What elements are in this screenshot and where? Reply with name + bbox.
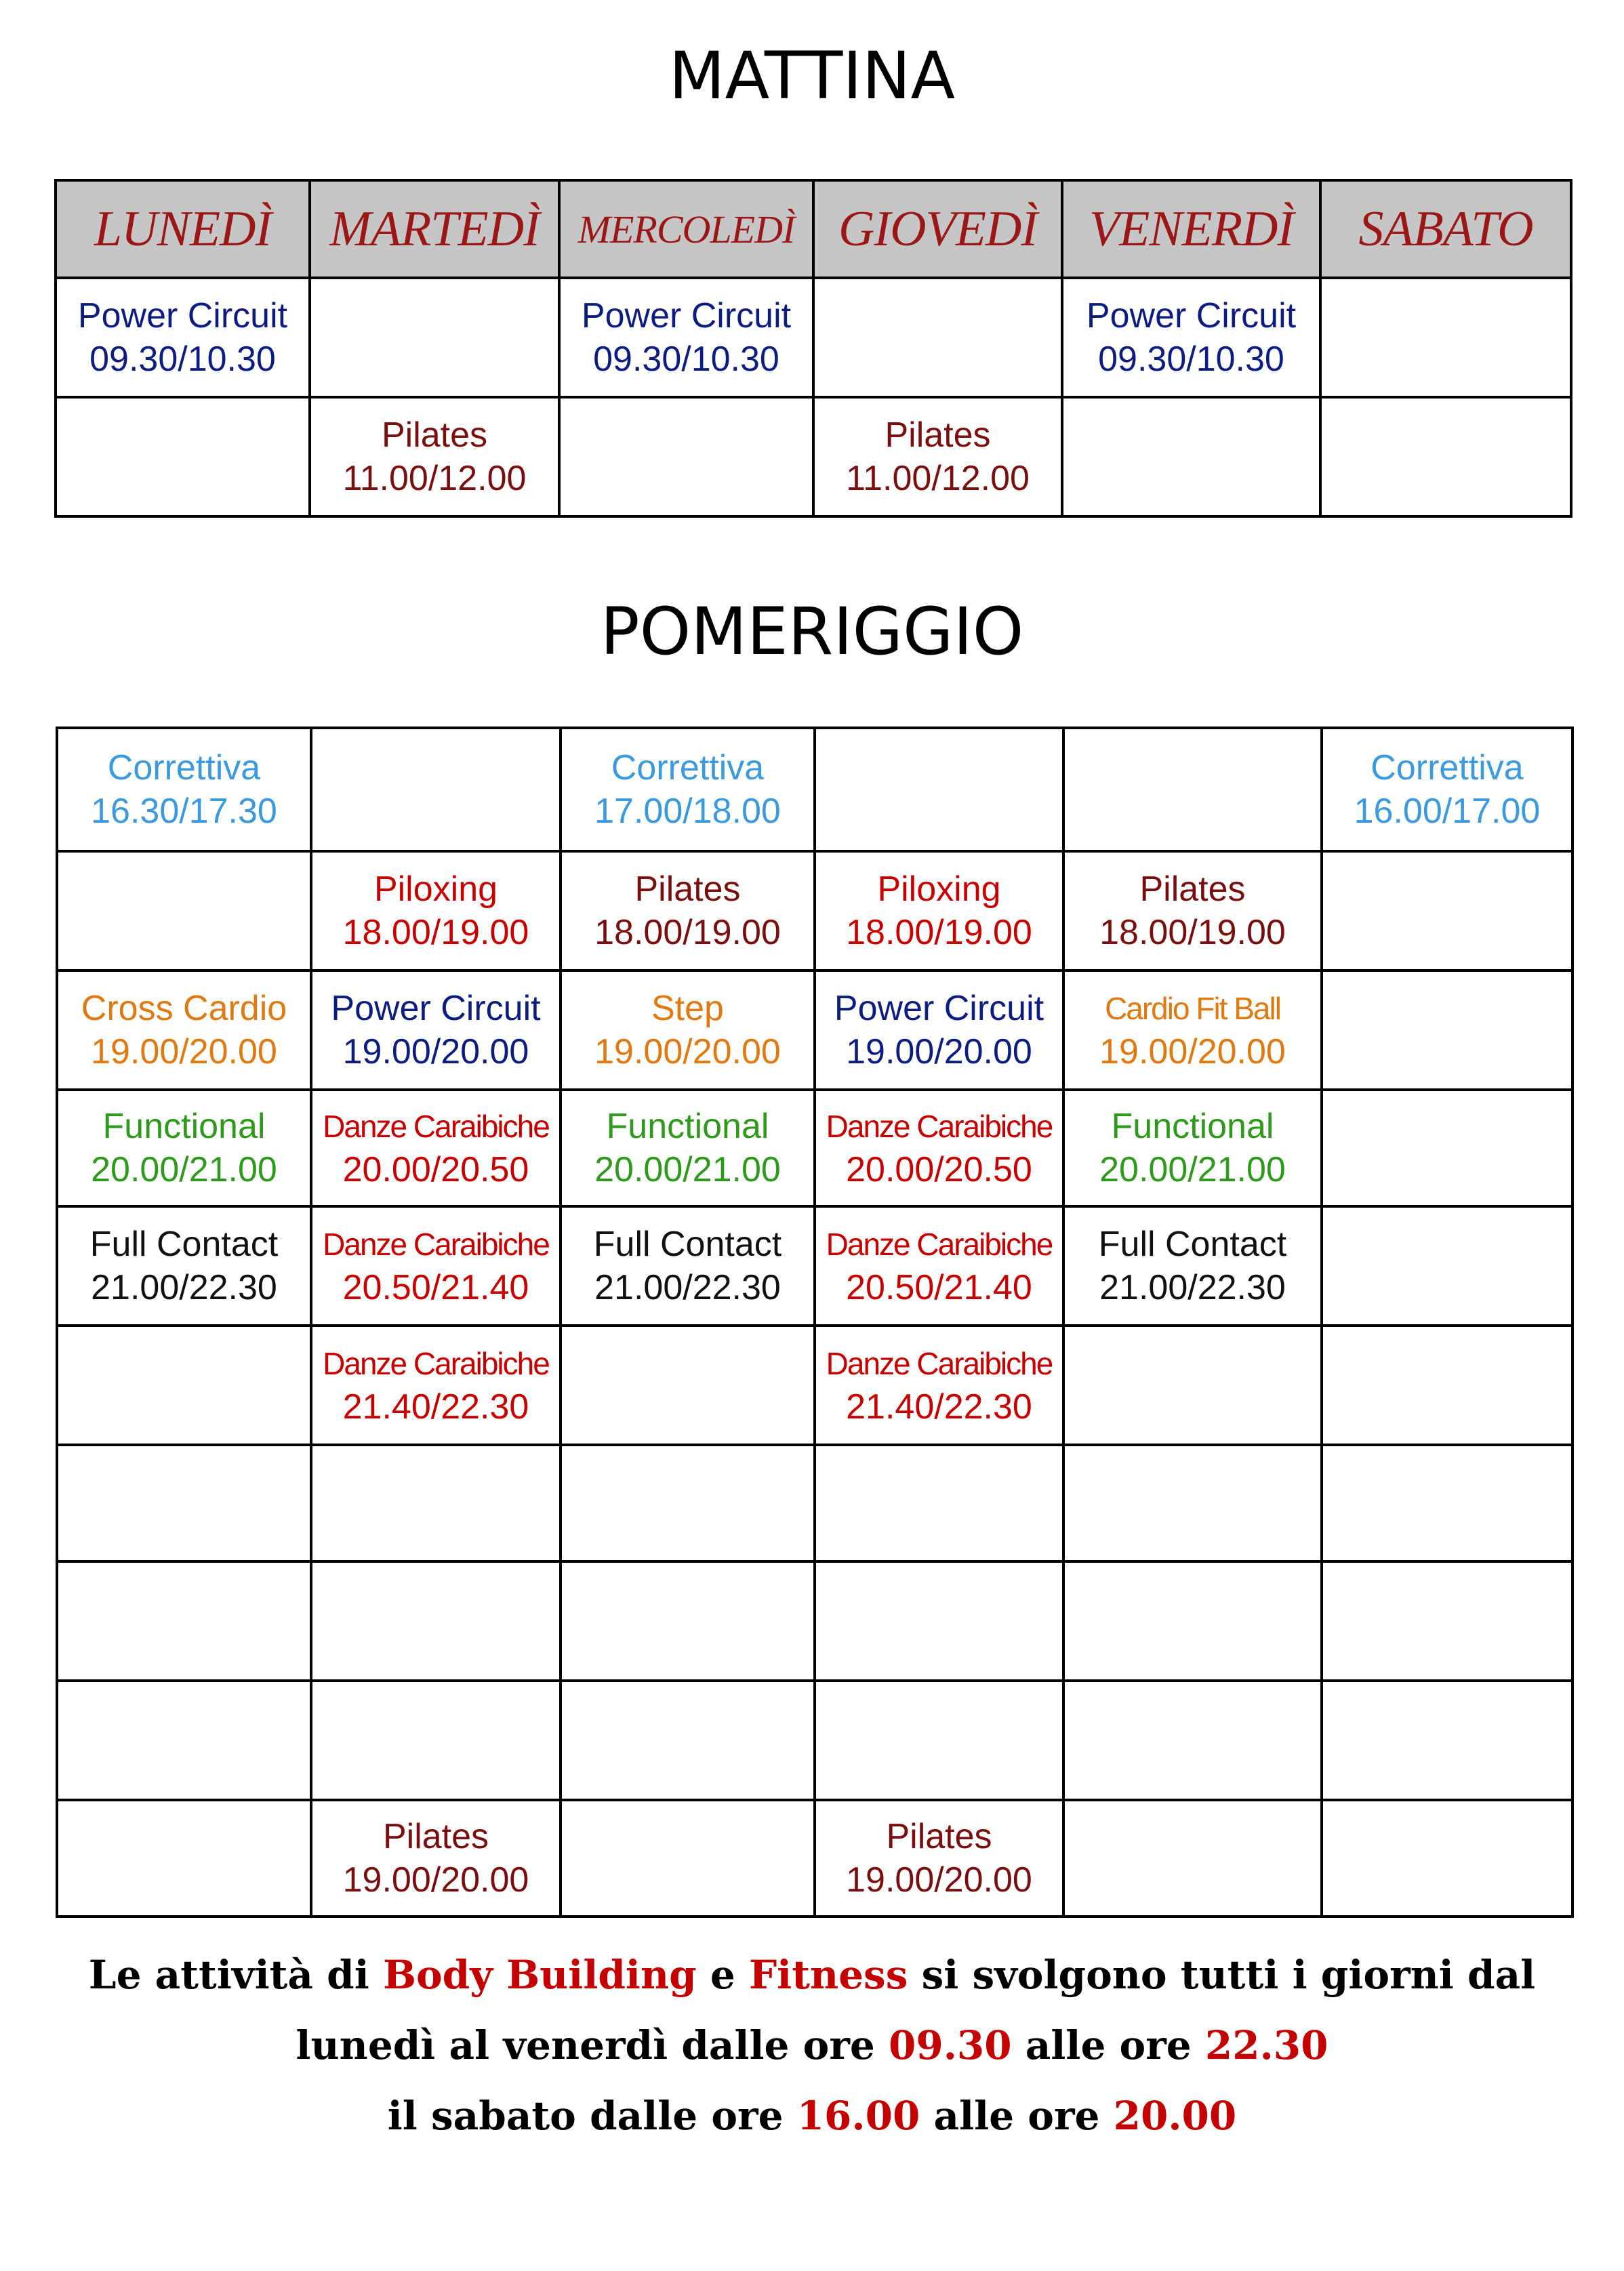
class-slot bbox=[815, 851, 1063, 970]
schedule-row bbox=[57, 1445, 1572, 1561]
class-name: Danze Caraibiche bbox=[826, 1227, 1053, 1262]
class-slot bbox=[815, 970, 1063, 1090]
class-name: Pilates bbox=[381, 415, 488, 455]
footer-text: Le attività di bbox=[88, 1952, 383, 1998]
class-slot bbox=[311, 1090, 561, 1206]
schedule-row bbox=[57, 1326, 1572, 1445]
class-time: 19.00/20.00 bbox=[594, 1032, 781, 1071]
class-slot bbox=[561, 1090, 815, 1206]
empty-slot bbox=[561, 1445, 815, 1561]
empty-slot bbox=[1063, 1561, 1322, 1681]
empty-slot bbox=[1322, 1445, 1572, 1561]
day-header-row bbox=[56, 180, 1571, 278]
empty-slot bbox=[1322, 970, 1572, 1090]
class-name: Pilates bbox=[382, 1817, 489, 1856]
class-name: Cross Cardio bbox=[81, 989, 287, 1028]
class-name: Full Contact bbox=[1098, 1225, 1287, 1264]
footer-text: e bbox=[696, 1952, 749, 1998]
class-name: Danze Caraibiche bbox=[323, 1227, 549, 1262]
day-header-wednesday bbox=[559, 180, 813, 278]
schedule-row bbox=[57, 970, 1572, 1090]
class-slot bbox=[1063, 1090, 1322, 1206]
day-header-monday bbox=[56, 180, 310, 278]
morning-title: MATTINA bbox=[668, 38, 956, 114]
class-name: Pilates bbox=[1139, 869, 1246, 909]
class-time: 09.30/10.30 bbox=[593, 340, 779, 379]
class-slot bbox=[561, 1206, 815, 1326]
class-name: Power Circuit bbox=[77, 296, 288, 335]
afternoon-schedule-table bbox=[56, 727, 1574, 1918]
class-slot bbox=[813, 397, 1062, 516]
empty-slot bbox=[311, 1445, 561, 1561]
empty-slot bbox=[561, 1326, 815, 1445]
class-time: 21.40/22.30 bbox=[846, 1387, 1032, 1427]
day-label: GIOVEDÌ bbox=[838, 201, 1037, 257]
class-slot bbox=[1063, 851, 1322, 970]
class-time: 16.00/17.00 bbox=[1354, 792, 1541, 831]
class-time: 19.00/20.00 bbox=[1099, 1032, 1286, 1071]
class-time: 11.00/12.00 bbox=[846, 459, 1030, 498]
empty-slot bbox=[1063, 728, 1322, 851]
class-slot bbox=[1063, 970, 1322, 1090]
empty-slot bbox=[311, 1561, 561, 1681]
class-time: 18.00/19.00 bbox=[594, 913, 781, 952]
class-slot bbox=[311, 851, 561, 970]
empty-slot bbox=[1322, 1090, 1572, 1206]
empty-slot bbox=[1322, 1561, 1572, 1681]
empty-slot bbox=[1320, 278, 1571, 397]
empty-slot bbox=[1322, 1206, 1572, 1326]
class-name: Correttiva bbox=[611, 748, 765, 787]
class-name: Power Circuit bbox=[331, 989, 541, 1028]
schedule-row bbox=[57, 851, 1572, 970]
day-label: SABATO bbox=[1358, 201, 1533, 257]
class-slot bbox=[815, 1206, 1063, 1326]
class-name: Cardio Fit Ball bbox=[1105, 991, 1280, 1026]
day-header-saturday bbox=[1320, 180, 1571, 278]
empty-slot bbox=[1063, 1800, 1322, 1917]
footer-line-2 bbox=[0, 2022, 1624, 2068]
class-slot bbox=[1063, 1206, 1322, 1326]
class-name: Danze Caraibiche bbox=[323, 1109, 549, 1144]
class-name: Danze Caraibiche bbox=[826, 1346, 1053, 1381]
class-time: 21.00/22.30 bbox=[594, 1268, 781, 1307]
class-slot bbox=[56, 278, 310, 397]
class-slot bbox=[57, 970, 311, 1090]
footer-highlight: 22.30 bbox=[1204, 2022, 1328, 2068]
empty-slot bbox=[57, 1561, 311, 1681]
class-slot bbox=[1322, 728, 1572, 851]
footer-highlight: Fitness bbox=[748, 1952, 908, 1998]
schedule-row bbox=[57, 728, 1572, 851]
class-name: Danze Caraibiche bbox=[826, 1109, 1053, 1144]
footer-text: si svolgono tutti i giorni dal bbox=[908, 1952, 1536, 1998]
class-name: Piloxing bbox=[877, 869, 1001, 909]
class-slot bbox=[561, 851, 815, 970]
class-name: Piloxing bbox=[373, 869, 498, 909]
empty-slot bbox=[813, 278, 1062, 397]
empty-slot bbox=[1322, 1800, 1572, 1917]
class-time: 11.00/12.00 bbox=[342, 459, 527, 498]
class-time: 19.00/20.00 bbox=[342, 1860, 529, 1900]
class-name: Danze Caraibiche bbox=[323, 1346, 549, 1381]
class-slot bbox=[561, 728, 815, 851]
day-label: MARTEDÌ bbox=[329, 201, 540, 257]
class-name: Power Circuit bbox=[1086, 296, 1297, 335]
class-name: Pilates bbox=[885, 415, 991, 455]
class-time: 20.00/21.00 bbox=[91, 1150, 277, 1189]
class-time: 19.00/20.00 bbox=[342, 1032, 529, 1071]
schedule-row bbox=[56, 397, 1571, 516]
class-time: 20.50/21.40 bbox=[846, 1268, 1032, 1307]
schedule-row bbox=[57, 1800, 1572, 1917]
empty-slot bbox=[559, 397, 813, 516]
schedule-row bbox=[57, 1681, 1572, 1800]
day-header-tuesday bbox=[310, 180, 559, 278]
footer-highlight: 16.00 bbox=[796, 2093, 920, 2139]
schedule-row bbox=[57, 1090, 1572, 1206]
footer-highlight: 20.00 bbox=[1113, 2093, 1237, 2139]
footer-text: alle ore bbox=[1011, 2022, 1205, 2068]
footer-line-1 bbox=[0, 1952, 1624, 1998]
empty-slot bbox=[561, 1681, 815, 1800]
footer-text: il sabato dalle ore bbox=[387, 2093, 797, 2139]
empty-slot bbox=[561, 1800, 815, 1917]
class-slot bbox=[57, 728, 311, 851]
class-slot bbox=[57, 1206, 311, 1326]
schedule-row bbox=[57, 1206, 1572, 1326]
empty-slot bbox=[815, 1445, 1063, 1561]
empty-slot bbox=[1322, 851, 1572, 970]
day-label: LUNEDÌ bbox=[94, 201, 272, 257]
empty-slot bbox=[1063, 1326, 1322, 1445]
class-slot bbox=[559, 278, 813, 397]
empty-slot bbox=[1063, 1445, 1322, 1561]
empty-slot bbox=[311, 728, 561, 851]
class-slot bbox=[311, 1800, 561, 1917]
empty-slot bbox=[815, 1561, 1063, 1681]
class-slot bbox=[815, 1800, 1063, 1917]
class-name: Pilates bbox=[886, 1817, 992, 1856]
class-slot bbox=[561, 970, 815, 1090]
empty-slot bbox=[57, 1326, 311, 1445]
class-name: Functional bbox=[606, 1107, 769, 1146]
class-time: 20.00/20.50 bbox=[846, 1150, 1032, 1189]
class-time: 17.00/18.00 bbox=[594, 792, 781, 831]
class-slot bbox=[815, 1326, 1063, 1445]
class-name: Correttiva bbox=[107, 748, 261, 787]
empty-slot bbox=[1322, 1326, 1572, 1445]
class-time: 20.50/21.40 bbox=[342, 1268, 529, 1307]
class-slot bbox=[1062, 278, 1320, 397]
class-time: 21.40/22.30 bbox=[342, 1387, 529, 1427]
footer-text: lunedì al venerdì dalle ore bbox=[296, 2022, 889, 2068]
empty-slot bbox=[1320, 397, 1571, 516]
empty-slot bbox=[561, 1561, 815, 1681]
class-slot bbox=[311, 1326, 561, 1445]
day-header-thursday bbox=[813, 180, 1062, 278]
class-time: 19.00/20.00 bbox=[91, 1032, 277, 1071]
class-time: 18.00/19.00 bbox=[846, 913, 1032, 952]
footer-line-3 bbox=[0, 2093, 1624, 2139]
day-label: MERCOLEDÌ bbox=[577, 207, 795, 251]
class-time: 18.00/19.00 bbox=[342, 913, 529, 952]
schedule-row bbox=[57, 1561, 1572, 1681]
class-time: 20.00/21.00 bbox=[1099, 1150, 1286, 1189]
empty-slot bbox=[1322, 1681, 1572, 1800]
afternoon-title: POMERIGGIO bbox=[600, 594, 1024, 670]
empty-slot bbox=[57, 851, 311, 970]
empty-slot bbox=[815, 1681, 1063, 1800]
empty-slot bbox=[310, 278, 559, 397]
class-time: 20.00/21.00 bbox=[594, 1150, 781, 1189]
empty-slot bbox=[1062, 397, 1320, 516]
class-time: 09.30/10.30 bbox=[89, 340, 276, 379]
class-name: Full Contact bbox=[593, 1225, 782, 1264]
empty-slot bbox=[815, 728, 1063, 851]
class-time: 20.00/20.50 bbox=[342, 1150, 529, 1189]
morning-schedule-table bbox=[54, 179, 1572, 518]
footer-highlight: Body Building bbox=[382, 1952, 697, 1998]
class-time: 21.00/22.30 bbox=[1099, 1268, 1286, 1307]
class-name: Step bbox=[651, 989, 724, 1028]
class-name: Power Circuit bbox=[581, 296, 792, 335]
class-time: 19.00/20.00 bbox=[846, 1032, 1032, 1071]
footer-text: alle ore bbox=[920, 2093, 1114, 2139]
class-slot bbox=[310, 397, 559, 516]
class-name: Pilates bbox=[634, 869, 741, 909]
class-name: Full Contact bbox=[89, 1225, 279, 1264]
class-time: 09.30/10.30 bbox=[1098, 340, 1284, 379]
class-slot bbox=[57, 1090, 311, 1206]
class-name: Power Circuit bbox=[834, 989, 1044, 1028]
class-time: 21.00/22.30 bbox=[91, 1268, 277, 1307]
class-name: Functional bbox=[1111, 1107, 1274, 1146]
class-slot bbox=[815, 1090, 1063, 1206]
class-name: Functional bbox=[102, 1107, 266, 1146]
class-slot bbox=[311, 1206, 561, 1326]
day-label: VENERDÌ bbox=[1089, 201, 1294, 257]
empty-slot bbox=[57, 1681, 311, 1800]
empty-slot bbox=[57, 1800, 311, 1917]
empty-slot bbox=[56, 397, 310, 516]
class-slot bbox=[311, 970, 561, 1090]
class-time: 18.00/19.00 bbox=[1099, 913, 1286, 952]
class-time: 19.00/20.00 bbox=[846, 1860, 1032, 1900]
schedule-row bbox=[56, 278, 1571, 397]
day-header-friday bbox=[1062, 180, 1320, 278]
footer-highlight: 09.30 bbox=[888, 2022, 1012, 2068]
empty-slot bbox=[1063, 1681, 1322, 1800]
empty-slot bbox=[57, 1445, 311, 1561]
class-time: 16.30/17.30 bbox=[91, 792, 277, 831]
class-name: Correttiva bbox=[1371, 748, 1524, 787]
empty-slot bbox=[311, 1681, 561, 1800]
